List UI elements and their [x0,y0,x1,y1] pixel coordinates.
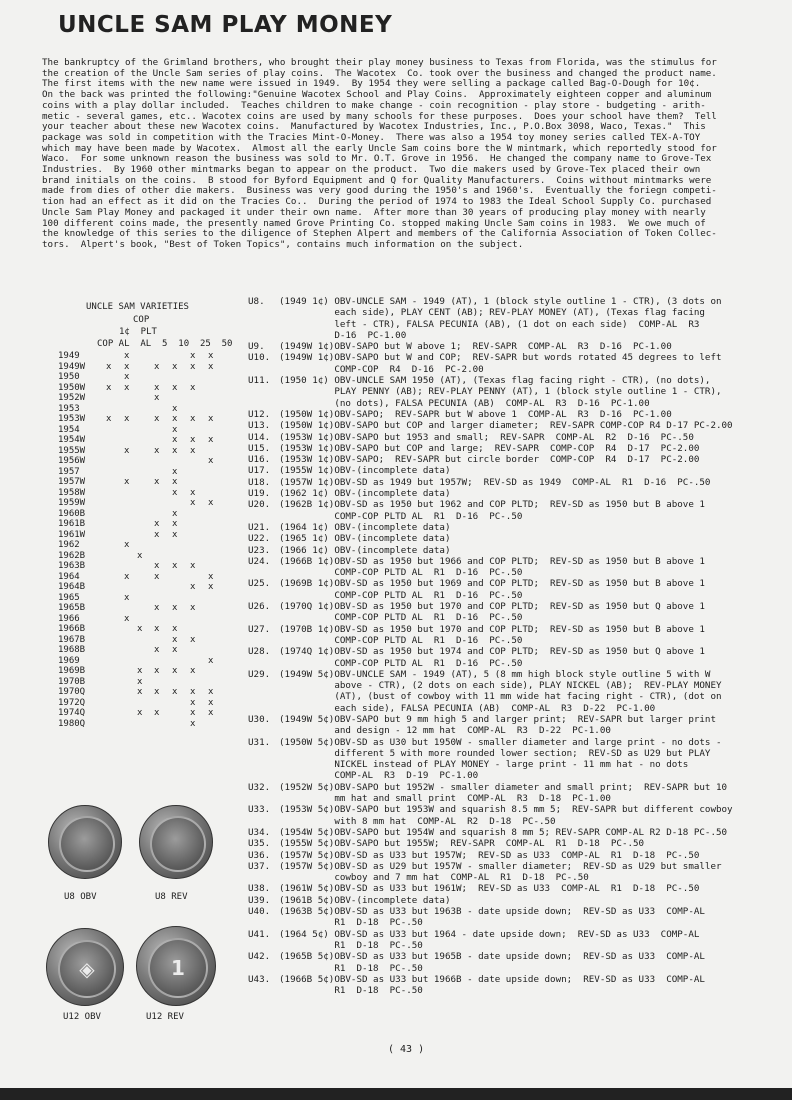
variety-year: 1957W [58,477,86,487]
entry-number: U36. [248,849,271,861]
entry-text-line: (1963B 5¢)OBV-SD as U33 but 1963B - date upside down; REV-SD as U33 COMP-AL [279,906,705,918]
variety-mark: x [190,582,196,592]
catalog-entry [248,499,768,522]
entry-text-line: (1950W 5¢)OBV-SD as U30 but 1950W - smaller diameter and large print - no dots - [279,736,722,748]
entry-text-line: (1957W 5¢)OBV-SD as U29 but 1957W - smaller diameter; REV-SD as U29 but smaller [279,860,722,872]
catalog-entry [248,420,768,431]
variety-mark: x [172,624,178,634]
variety-mark: x [172,466,178,477]
catalog-entry [248,895,768,906]
variety-mark: x [190,718,196,729]
intro-line: tors. Alpert's book, "Best of Token Topics", contains much information on the subject. [42,239,524,250]
variety-year: 1963B [58,561,86,571]
variety-mark: x [190,687,196,697]
catalog-entry [248,714,768,737]
page-number: ( 43 ) [388,1044,425,1055]
u12-rev-caption: U12 REV [146,1012,184,1022]
variety-mark: x [154,445,160,456]
intro-line: On the back was printed the following:"Genuine Wacotex School and Play Coins. Approximately eighteen copper and aluminum [42,90,712,101]
variety-mark: x [172,529,178,540]
variety-mark: x [106,361,112,372]
catalog-entry [248,646,768,669]
variety-mark: x [124,445,130,456]
variety-mark: x [154,561,160,571]
entry-text-line: and design - 12 mm hat COMP-AL R3 D-22 PC-1.00 [279,725,611,737]
entry-text-line: (1964 5¢) OBV-SD as U33 but 1964 - date upside down; REV-SD as U33 COMP-AL [279,928,700,940]
catalog-entry [248,488,768,499]
variety-year: 1962B [58,550,86,561]
u12-obverse-coin-image: ◈ [46,928,124,1006]
intro-line: brand initials on the coins. B stood for Byford Equipment and Q for Quality Manufacturers. Coins without mintmarks were [42,175,712,186]
entry-text-line: (1955W 1¢)OBV-(incomplete data) [279,465,451,477]
variety-mark: x [106,414,112,424]
variety-year: 1953W [58,414,86,424]
entry-number: U10. [248,352,271,364]
variety-year: 1980Q [58,718,86,729]
variety-mark: x [154,708,160,718]
entry-number: U29. [248,668,271,680]
variety-mark: x [172,519,178,529]
entry-text-line: cowboy and 7 mm hat COMP-AL R1 D-18 PC-.50 [279,872,589,884]
variety-year: 1959W [58,498,86,508]
variety-mark: x [190,382,196,393]
u8-reverse-coin-image [139,805,213,879]
catalog-entry [248,827,768,838]
entry-text-line: COMP-COP PLTD AL R1 D-16 PC-.50 [279,567,523,579]
variety-mark: x [208,687,214,697]
entry-number: U43. [248,973,271,985]
entry-number: U24. [248,555,271,567]
variety-year: 1962 [58,540,80,550]
catalog-entry [248,375,768,409]
entry-text-line: (1974Q 1¢)OBV-SD as 1950 but 1974 and COP PLTD; REV-SD as 1950 but Q above 1 [279,646,705,658]
entry-text-line: (1949W 5¢)OBV-UNCLE SAM - 1949 (AT), 5 (8 mm high block style outline 5 with W [279,668,711,680]
catalog-entry [248,861,768,884]
intro-line: package was sold in competition with the Tracies Mint-O-Money. There was also a 1954 toy money series called TEX-A-TOY [42,132,701,143]
entry-text-line: (1955W 5¢)OBV-SAPO but 1955W; REV-SAPR COMP-AL R1 D-18 PC-.50 [279,838,645,850]
variety-mark: x [208,456,214,466]
variety-mark: x [172,645,178,655]
variety-year: 1954 [58,424,80,435]
variety-year: 1960B [58,508,86,519]
variety-mark: x [154,519,160,529]
variety-year: 1970B [58,676,86,687]
page-title: UNCLE SAM PLAY MONEY [58,12,393,38]
entry-number: U35. [248,838,271,850]
catalog-entry [248,669,768,714]
entry-number: U21. [248,521,271,533]
entry-text-line: PLAY PENNY (AB); REV-PLAY PENNY (AT), 1 (block style outline 1 - CTR), [279,386,722,398]
entry-number: U40. [248,906,271,918]
variety-mark: x [208,708,214,718]
entry-number: U34. [248,826,271,838]
u8-obverse-coin-image [48,805,122,879]
variety-mark: x [190,361,196,372]
entry-text-line: COMP-COP R4 D-16 PC-2.00 [279,363,484,375]
variety-year: 1956W [58,456,86,466]
variety-year: 1955W [58,445,86,456]
variety-mark: x [172,414,178,424]
variety-year: 1970Q [58,687,86,697]
entry-text-line: each side), FALSA PECUNIA (AB) COMP-AL R3 D-22 PC-1.00 [279,702,656,714]
catalog-entry [248,545,768,556]
variety-year: 1966B [58,624,86,634]
entry-number: U27. [248,623,271,635]
entry-text-line: left - CTR), FALSA PECUNIA (AB), (1 dot on each side) COMP-AL R3 [279,318,700,330]
variety-mark: x [172,603,178,613]
variety-mark: x [208,414,214,424]
entry-text-line: (no dots), FALSA PECUNIA (AB) COMP-AL R3 D-16 PC-1.00 [279,397,650,409]
variety-year: 1967B [58,634,86,645]
variety-mark: x [172,666,178,676]
variety-year: 1952W [58,393,86,403]
variety-mark: x [190,487,196,498]
variety-mark: x [154,393,160,403]
entry-text-line: D-16 PC-1.00 [279,329,407,341]
entry-text-line: R1 D-18 PC-.50 [279,917,423,929]
variety-mark: x [124,361,130,372]
variety-year: 1949 [58,351,80,361]
variety-mark: x [190,498,196,508]
variety-year: 1957 [58,466,80,477]
variety-mark: x [154,361,160,372]
variety-year: 1968B [58,645,86,655]
catalog-entry [248,341,768,352]
variety-year: 1961W [58,529,86,540]
entry-text-line: R1 D-18 PC-.50 [279,962,423,974]
variety-mark: x [106,382,112,393]
u12-reverse-coin-image: 1 [136,926,216,1006]
variety-mark: x [124,351,130,361]
variety-mark: x [190,603,196,613]
entry-number: U13. [248,420,271,432]
variety-mark: x [190,561,196,571]
intro-line: which may have been made by Wacotex. Almost all the early Uncle Sam coins bore the W mintmark, which reportedly stood for [42,143,717,154]
entry-number: U31. [248,736,271,748]
entry-text-line: (1965 1¢) OBV-(incomplete data) [279,533,451,545]
variety-mark: x [124,540,130,550]
entry-number: U8. [248,296,265,307]
varieties-cop-label: COP [133,315,150,325]
entry-number: U41. [248,928,271,940]
entry-text-line: (1949 1¢) OBV-UNCLE SAM - 1949 (AT), 1 (block style outline 1 - CTR), (3 dots on [279,296,722,307]
intro-line: metic - several games, etc.. Wacotex coins are used by many schools for these purposes. Does your school have them? Tell [42,111,717,122]
variety-mark: x [154,382,160,393]
catalog-entry [248,838,768,849]
entry-text-line: (1964 1¢) OBV-(incomplete data) [279,521,451,533]
entry-number: U42. [248,951,271,963]
variety-mark: x [172,477,178,487]
variety-mark: x [190,351,196,361]
entry-text-line: COMP-AL R3 D-19 PC-1.00 [279,770,479,782]
variety-mark: x [172,634,178,645]
entry-number: U30. [248,713,271,725]
variety-mark: x [124,372,130,382]
entry-text-line: COMP-COP PLTD AL R1 D-16 PC-.50 [279,589,523,601]
entry-number: U26. [248,601,271,613]
entry-number: U11. [248,375,271,387]
entry-number: U28. [248,646,271,658]
variety-year: 1965B [58,603,86,613]
variety-mark: x [172,424,178,435]
variety-mark: x [124,571,130,582]
entry-text-line: (1957W 5¢)OBV-SD as U33 but 1957W; REV-SD as U33 COMP-AL R1 D-18 PC-.50 [279,849,700,861]
entry-text-line: (1966B 5¢)OBV-SD as U33 but 1966B - date upside down; REV-SD as U33 COMP-AL [279,973,705,985]
catalog-entry [248,578,768,601]
variety-mark: x [208,697,214,708]
varieties-title: UNCLE SAM VARIETIES [86,302,189,312]
entry-text-line: (1950 1¢) OBV-UNCLE SAM 1950 (AT), (Texas flag facing right - CTR), (no dots), [279,375,711,387]
catalog-entry [248,443,768,454]
variety-mark: x [137,676,143,687]
catalog-entry [248,432,768,443]
variety-year: 1950 [58,372,80,382]
u12-obv-caption: U12 OBV [63,1012,101,1022]
variety-mark: x [208,655,214,666]
variety-year: 1958W [58,487,86,498]
entry-number: U25. [248,578,271,590]
intro-line: Waco. For some unknown reason the business was sold to Mr. O.T. Grove in 1956. He changed the company name to Grove-Tex [42,154,712,165]
variety-mark: x [154,529,160,540]
entry-text-line: (1965B 5¢)OBV-SD as U33 but 1965B - date upside down; REV-SD as U33 COMP-AL [279,951,705,963]
catalog-entries [248,296,768,996]
variety-year: 1965 [58,592,80,603]
variety-mark: x [124,414,130,424]
entry-number: U23. [248,544,271,556]
intro-line: The bankruptcy of the Grimland brothers, who brought their play money business to Texas from Florida, was the stimulus for [42,58,717,68]
variety-mark: x [137,550,143,561]
variety-mark: x [172,687,178,697]
variety-mark: x [208,582,214,592]
catalog-entry [248,850,768,861]
entry-text-line: (1961B 5¢)OBV-(incomplete data) [279,894,451,906]
variety-mark: x [190,666,196,676]
variety-mark: x [172,361,178,372]
variety-year: 1964B [58,582,86,592]
variety-year: 1953 [58,403,80,414]
catalog-entry [248,804,768,827]
variety-mark: x [190,445,196,456]
entry-text-line: COMP-COP PLTD AL R1 D-16 PC-.50 [279,510,523,522]
variety-year: 1950W [58,382,86,393]
variety-mark: x [154,603,160,613]
entry-text-line: (1950W 1¢)OBV-SAPO but COP and larger diameter; REV-SAPR COMP-COP R4 D-17 PC-2.00 [279,420,733,432]
entry-text-line: (1950W 1¢)OBV-SAPO; REV-SAPR but W above 1 COMP-AL R3 D-16 PC-1.00 [279,408,672,420]
entry-number: U22. [248,533,271,545]
varieties-plt-label: 1¢ PLT [119,327,157,337]
variety-year: 1974Q [58,708,86,718]
variety-mark: x [124,477,130,487]
entry-number: U33. [248,804,271,816]
catalog-entry [248,522,768,533]
variety-mark: x [137,666,143,676]
variety-mark: x [172,508,178,519]
intro-line: Uncle Sam Play Money and packaged it under their own name. After more than 30 years of producing play money with nearly [42,207,706,218]
intro-line: your teacher about these new Wacotex coins. Manufactured by Wacotex Industries, Inc., P.O.Box 3098, Waco, Texas." This [42,122,706,133]
entry-text-line: (1949W 5¢)OBV-SAPO but 9 mm high 5 and larger print; REV-SAPR but larger print [279,713,716,725]
variety-year: 1961B [58,519,86,529]
u8-obv-caption: U8 OBV [64,892,97,902]
variety-mark: x [190,634,196,645]
catalog-entry [248,601,768,624]
entry-text-line: (1952W 5¢)OBV-SAPO but 1952W - smaller diameter and small print; REV-SAPR but 10 [279,781,728,793]
entry-text-line: (1949W 1¢)OBV-SAPO but W above 1; REV-SAPR COMP-AL R3 D-16 PC-1.00 [279,341,672,353]
variety-year: 1972Q [58,697,86,708]
variety-mark: x [208,351,214,361]
catalog-entry [248,929,768,952]
variety-mark: x [172,487,178,498]
entry-text-line: (1957W 1¢)OBV-SD as 1949 but 1957W; REV-SD as 1949 COMP-AL R1 D-16 PC-.50 [279,476,711,488]
variety-mark: x [124,382,130,393]
variety-mark: x [154,666,160,676]
variety-mark: x [190,435,196,445]
intro-line: the knowledge of this series to the diligence of Stephen Alpert and members of the California Association of Token Collec- [42,229,717,240]
entry-text-line: (1953W 1¢)OBV-SAPO but COP and large; REV-SAPR COMP-COP R4 D-17 PC-2.00 [279,442,700,454]
entry-number: U37. [248,860,271,872]
catalog-entry [248,906,768,929]
entry-text-line: (1953W 1¢)OBV-SAPO but 1953 and small; REV-SAPR COMP-AL R2 D-16 PC-.50 [279,431,694,443]
variety-mark: x [172,445,178,456]
variety-mark: x [172,561,178,571]
catalog-entry [248,624,768,647]
catalog-entry [248,782,768,805]
entry-text-line: (1970B 1¢)OBV-SD as 1950 but 1970 and COP PLTD; REV-SD as 1950 but B above 1 [279,623,705,635]
intro-line: The first items with the new name were issued in 1949. By 1954 they were selling a package called Bag-O-Dough for 10¢. [42,79,701,90]
scan-border [0,1088,792,1100]
entry-number: U32. [248,781,271,793]
catalog-entry [248,465,768,476]
variety-mark: x [208,571,214,582]
entry-text-line: COMP-COP PLTD AL R1 D-16 PC-.50 [279,612,523,624]
entry-number: U9. [248,341,265,353]
variety-mark: x [190,414,196,424]
variety-mark: x [154,624,160,634]
entry-text-line: (AT), (bust of cowboy with 11 mm wide hat facing right - CTR), (dot on [279,691,722,703]
entry-number: U14. [248,431,271,443]
entry-text-line: (1953W 1¢)OBV-SAPO; REV-SAPR but circle border COMP-COP R4 D-17 PC-2.00 [279,454,700,466]
variety-mark: x [124,592,130,603]
entry-number: U15. [248,442,271,454]
catalog-entry [248,409,768,420]
catalog-entry [248,296,768,341]
catalog-entry [248,974,768,997]
variety-mark: x [137,624,143,634]
variety-mark: x [208,498,214,508]
variety-mark: x [172,382,178,393]
variety-mark: x [154,571,160,582]
variety-mark: x [137,687,143,697]
entry-number: U12. [248,408,271,420]
entry-text-line: with 8 mm hat COMP-AL R2 D-18 PC-.50 [279,815,556,827]
entry-text-line: COMP-COP PLTD AL R1 D-16 PC-.50 [279,657,523,669]
variety-mark: x [154,477,160,487]
catalog-entry [248,883,768,894]
variety-mark: x [154,645,160,655]
variety-mark: x [190,708,196,718]
entry-number: U16. [248,454,271,466]
entry-number: U17. [248,465,271,477]
variety-mark: x [190,697,196,708]
entry-text-line: different 5 with more rounded lower section; REV-SD as U29 but PLAY [279,747,711,759]
entry-text-line: each side), PLAY CENT (AB); REV-PLAY MONEY (AT), (Texas flag facing [279,307,705,319]
varieties-column-headers: COP AL AL 5 10 25 50 [97,339,233,349]
entry-text-line: (1949W 1¢)OBV-SAPO but W and COP; REV-SAPR but words rotated 45 degrees to left [279,352,722,364]
entry-number: U20. [248,499,271,511]
intro-line: the creation of the Uncle Sam series of play coins. The Wacotex Co. took over the business and changed the product name. [42,68,717,79]
catalog-entry [248,533,768,544]
variety-year: 1966 [58,613,80,624]
entry-text-line: (1962 1¢) OBV-(incomplete data) [279,488,451,500]
variety-mark: x [154,414,160,424]
variety-year: 1949W [58,361,86,372]
entry-text-line: (1962B 1¢)OBV-SD as 1950 but 1962 and COP PLTD; REV-SD as 1950 but B above 1 [279,499,705,511]
entry-text-line: (1969B 1¢)OBV-SD as 1950 but 1969 and COP PLTD; REV-SD as 1950 but B above 1 [279,578,705,590]
variety-year: 1969B [58,666,86,676]
entry-number: U39. [248,894,271,906]
intro-line: tion had an effect as it did on the Tracies Co.. During the period of 1974 to 1983 the Ideal School Supply Co. purchased [42,197,712,208]
catalog-entry [248,477,768,488]
variety-mark: x [208,361,214,372]
variety-year: 1964 [58,571,80,582]
variety-mark: x [137,708,143,718]
intro-line: Industries. By 1960 other mintmarks began to appear on the product. Two die makers used by Grove-Tex placed their own [42,165,701,176]
entry-number: U18. [248,476,271,488]
u8-rev-caption: U8 REV [155,892,188,902]
intro-line: 100 different coins made, the presently named Grove Printing Co. stopped making Uncle Sam coins in 1983. We owe much of [42,218,706,229]
catalog-entry [248,352,768,375]
entry-text-line: (1966B 1¢)OBV-SD as 1950 but 1966 and COP PLTD; REV-SD as 1950 but B above 1 [279,555,705,567]
variety-mark: x [208,435,214,445]
entry-number: U38. [248,883,271,895]
catalog-entry [248,951,768,974]
entry-text-line: R1 D-18 PC-.50 [279,985,423,997]
entry-text-line: (1961W 5¢)OBV-SD as U33 but 1961W; REV-SD as U33 COMP-AL R1 D-18 PC-.50 [279,883,700,895]
entry-text-line: R1 D-18 PC-.50 [279,939,423,951]
catalog-entry [248,454,768,465]
variety-mark: x [124,613,130,624]
catalog-entry [248,737,768,782]
entry-text-line: (1970Q 1¢)OBV-SD as 1950 but 1970 and COP PLTD; REV-SD as 1950 but Q above 1 [279,601,705,613]
variety-mark: x [154,687,160,697]
variety-mark: x [172,403,178,414]
intro-line: coins with a play dollar included. Teaches children to make change - coin recognition - play store - budgeting - arith- [42,100,706,111]
variety-year: 1969 [58,655,80,666]
catalog-entry [248,556,768,579]
variety-year: 1954W [58,435,86,445]
entry-text-line: NICKEL instead of PLAY MONEY - large print - 11 mm hat - no dots [279,759,689,771]
intro-line: made from dies of other die makers. Business was very good during the 1950's and 1960's. Eventually the foriegn competi- [42,186,717,197]
variety-mark: x [172,435,178,445]
entry-text-line: (1953W 5¢)OBV-SAPO but 1953W and squarish 8.5 mm 5; REV-SAPR but different cowboy [279,804,733,816]
entry-text-line: COMP-COP PLTD AL R1 D-16 PC-.50 [279,634,523,646]
entry-text-line: above - CTR), (2 dots on each side), PLAY NICKEL (AB); REV-PLAY MONEY [279,680,722,692]
intro-paragraph [42,58,772,251]
entry-text-line: (1966 1¢) OBV-(incomplete data) [279,544,451,556]
entry-text-line: (1954W 5¢)OBV-SAPO but 1954W and squarish 8 mm 5; REV-SAPR COMP-AL R2 D-18 PC-.50 [279,826,728,838]
entry-number: U19. [248,488,271,500]
entry-text-line: mm hat and small print COMP-AL R3 D-18 PC-1.00 [279,793,611,805]
